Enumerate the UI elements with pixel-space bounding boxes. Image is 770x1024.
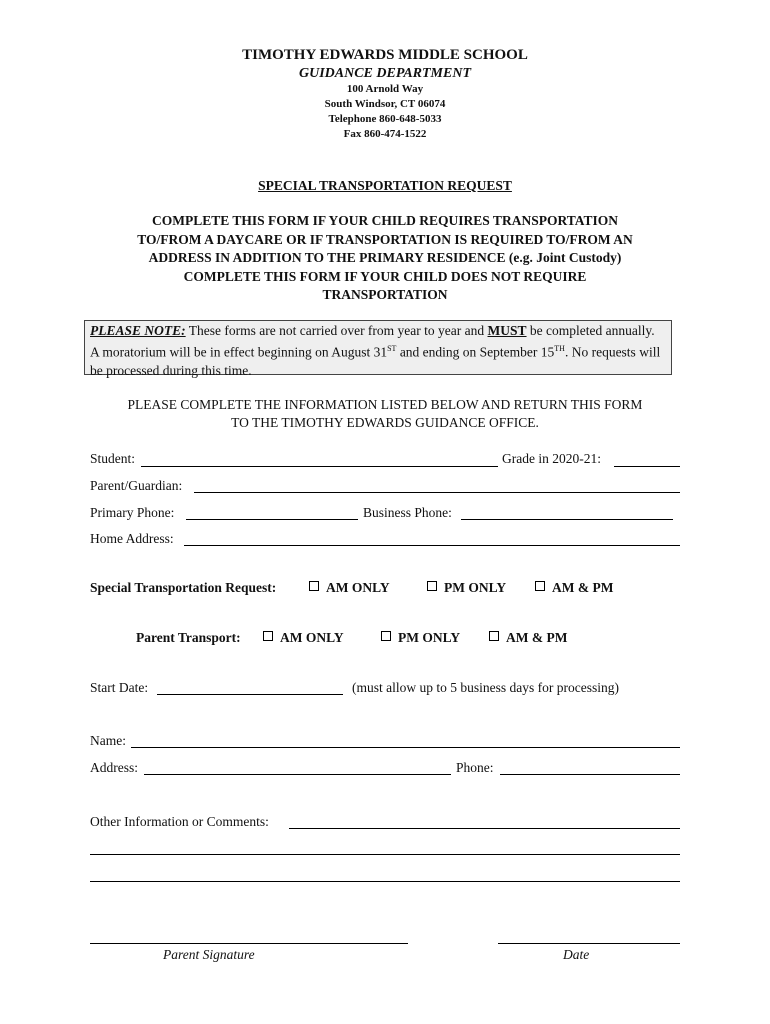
department-name: GUIDANCE DEPARTMENT [298,66,472,81]
street-address: 100 Arnold Way [346,83,424,95]
name-label: Name: [90,733,126,748]
instruction-line: COMPLETE THIS FORM IF YOUR CHILD DOES NOT REQUIRE [183,268,587,284]
city-address: South Windsor, CT 06074 [324,98,446,110]
instruction-line: TRANSPORTATION [322,287,448,302]
option-label: AM & PM [506,630,568,645]
note-sup: ST [387,344,397,353]
option-label: AM & PM [552,580,614,595]
option-label: PM ONLY [444,580,507,595]
instruction-line: TO/FROM A DAYCARE OR IF TRANSPORTATION IS REQUIRED TO/FROM AN [137,231,633,247]
checkbox-icon [489,631,499,641]
parent-guardian-label: Parent/Guardian: [90,478,183,493]
note-text: and ending on September 15 [396,344,555,360]
note-sup: TH [554,344,565,353]
parent-transport-label: Parent Transport: [136,630,241,645]
school-name: TIMOTHY EDWARDS MIDDLE SCHOOL [242,47,528,63]
option-label: AM ONLY [326,580,390,595]
note-must: MUST [487,323,527,338]
phone-label: Phone: [456,760,494,775]
special-am-pm-checkbox[interactable] [535,580,613,596]
student-label: Student: [90,451,136,466]
form-title: SPECIAL TRANSPORTATION REQUEST [258,178,512,193]
date-field[interactable] [498,943,680,944]
grade-label: Grade in 2020-21: [502,451,601,466]
primary-phone-field[interactable] [186,519,358,520]
business-phone-label: Business Phone: [363,505,452,520]
parent-am-only-checkbox[interactable] [263,630,344,646]
please-complete-line: TO THE TIMOTHY EDWARDS GUIDANCE OFFICE. [231,415,539,430]
phone-field[interactable] [500,774,680,775]
telephone: Telephone 860-648-5033 [328,113,442,125]
home-address-label: Home Address: [90,531,174,546]
date-label: Date [563,947,590,962]
special-request-label: Special Transportation Request: [90,580,277,595]
address-label: Address: [90,760,138,775]
parent-pm-only-checkbox[interactable] [381,630,460,646]
name-field[interactable] [131,747,680,748]
note-label: PLEASE NOTE: [90,323,186,338]
special-am-only-checkbox[interactable] [309,580,390,596]
other-info-field[interactable] [289,828,680,829]
fax: Fax 860-474-1522 [343,128,427,140]
note-text: be completed annually. A moratorium will be in effect beginning on August 31 [90,323,655,360]
special-pm-only-checkbox[interactable] [427,580,506,596]
option-label: AM ONLY [280,630,344,645]
checkbox-icon [427,581,437,591]
note-text: . No requests will be processed during this time. [90,344,661,378]
start-date-field[interactable] [157,694,343,695]
please-complete-text [80,396,690,432]
parent-guardian-field[interactable] [194,492,680,493]
note-box [84,320,672,378]
instructions [95,212,675,305]
primary-phone-label: Primary Phone: [90,505,175,520]
student-field[interactable] [141,466,498,467]
other-info-label: Other Information or Comments: [90,814,269,829]
instruction-line: ADDRESS IN ADDITION TO THE PRIMARY RESIDENCE (e.g. Joint Custody) [148,250,622,265]
grade-field[interactable] [614,466,680,467]
checkbox-icon [263,631,273,641]
note-text: These forms are not carried over from year to year and [185,323,488,338]
checkbox-icon [309,581,319,591]
comments-line[interactable] [90,881,680,882]
business-phone-field[interactable] [461,519,673,520]
instruction-line: COMPLETE THIS FORM IF YOUR CHILD REQUIRES TRANSPORTATION [152,213,618,228]
parent-signature-field[interactable] [90,943,408,944]
please-complete-line: PLEASE COMPLETE THE INFORMATION LISTED BELOW AND RETURN THIS FORM [127,397,643,412]
parent-am-pm-checkbox[interactable] [489,630,567,646]
start-date-note: (must allow up to 5 business days for processing) [352,680,619,695]
address-field[interactable] [144,774,451,775]
checkbox-icon [535,581,545,591]
start-date-label: Start Date: [90,680,149,695]
option-label: PM ONLY [398,630,461,645]
comments-line[interactable] [90,854,680,855]
checkbox-icon [381,631,391,641]
home-address-field[interactable] [184,545,680,546]
parent-signature-label: Parent Signature [163,947,255,962]
